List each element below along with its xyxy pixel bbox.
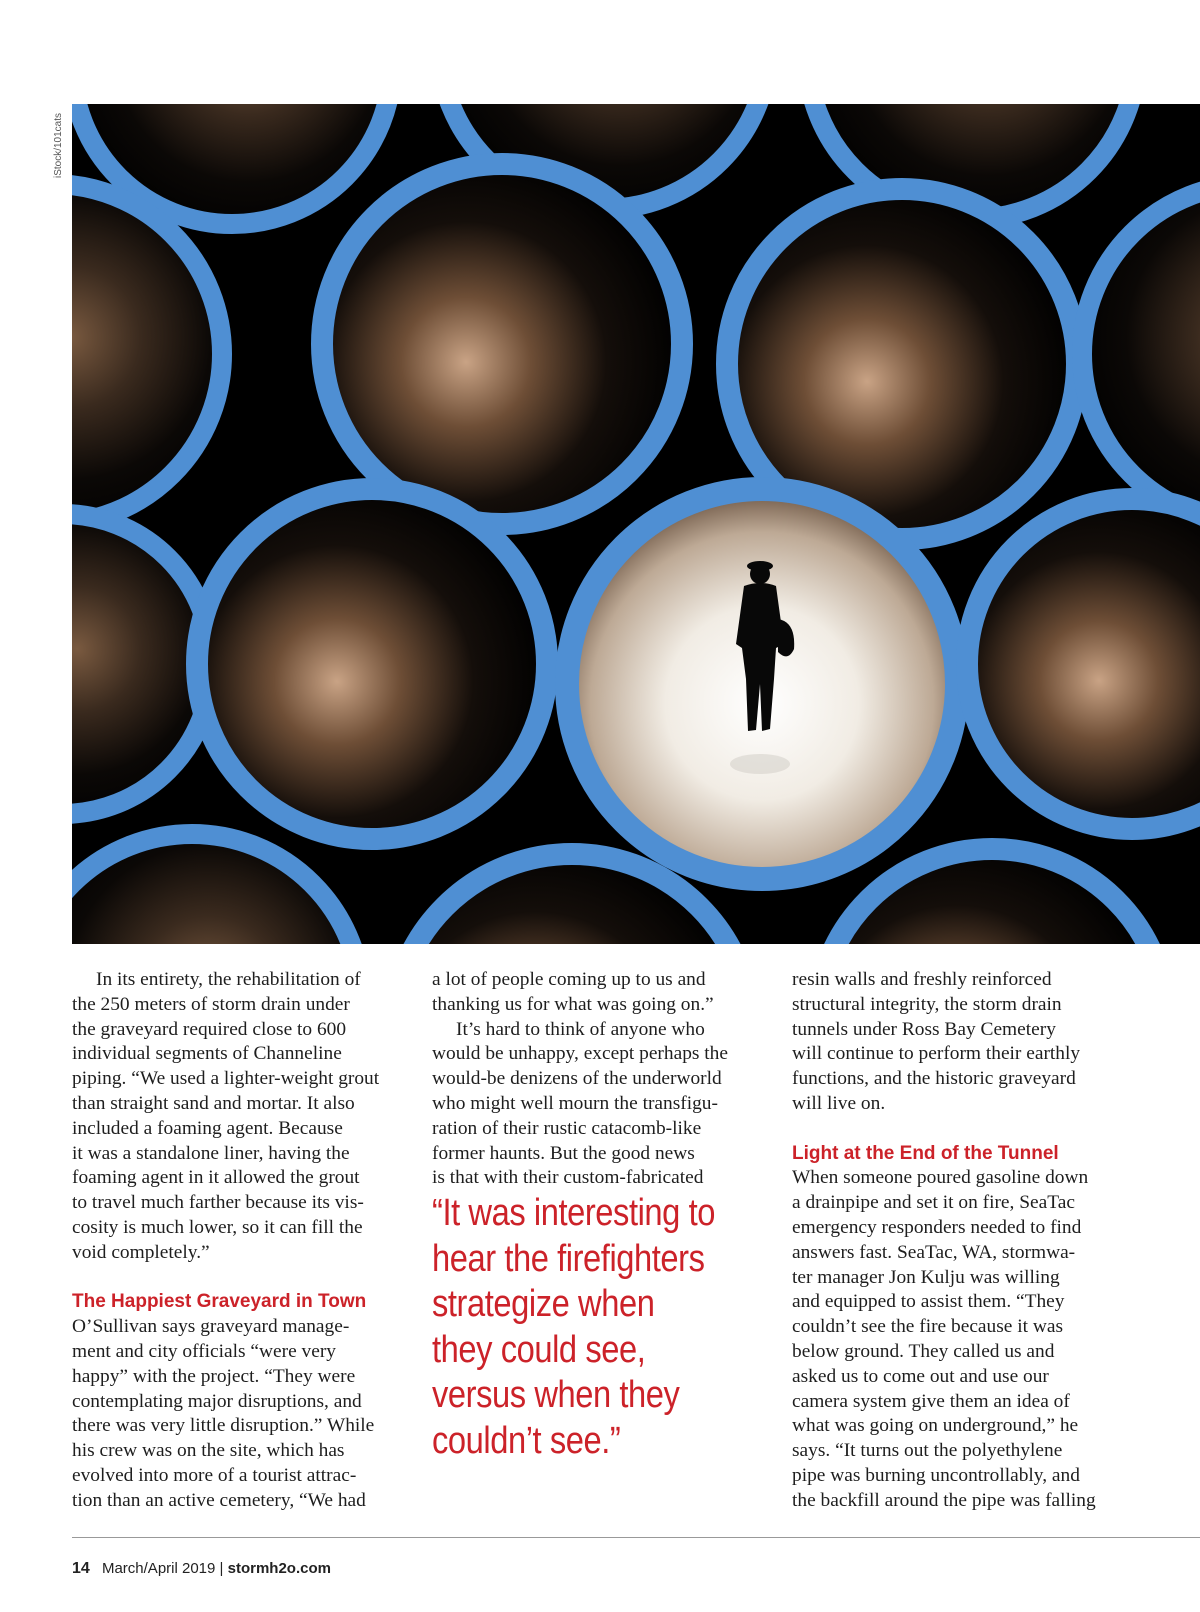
paragraph: When someone poured gasoline down a drainpipe and set it on fire, SeaTac emergency responders needed to find answers fast. SeaTac, WA, stormwa- ter manager Jon Kulju was willing and equipped to assist them. “They couldn’t see the fire because it was below ground. They called us and asked us to come out and use our camera system give them an idea of what was going on underground,” he says. “It turns out the polyethylene pipe was burning uncontrollably, and the backfill around the pipe was falling: [792, 1167, 1096, 1511]
issue-date: March/April 2019: [101, 1560, 216, 1577]
subheading: Light at the End of the Tunnel: [792, 1142, 1059, 1164]
article-column-1: [72, 968, 412, 1514]
paragraph: It’s hard to think of anyone who would be unhappy, except perhaps the would-be denizens of the underworld who might well mourn the transfigu- ration of their rustic catacomb-like former haunts. But the good news is that with their custom-fabricated: [432, 1018, 728, 1189]
page-footer: [72, 1560, 331, 1578]
photo-credit-text: iStock/101cats: [53, 112, 65, 178]
pull-quote: “It was interesting to hear the firefighters strategize when they could see, versus when they couldn’t see.”: [432, 1192, 715, 1462]
photo-credit: [51, 105, 67, 185]
footer-rule: [72, 1537, 1200, 1538]
pipes-illustration: [72, 104, 1200, 944]
paragraph: In its entirety, the rehabilitation of the 250 meters of storm drain under the graveyard required close to 600 individual segments of Channeline piping. “We used a lighter-weight grout than straight sand and mortar. It also included a foaming agent. Because it was a standalone liner, having the foaming agent in it allowed the grout to travel much farther because its vis- cosity is much lower, so it can fill the void completely.”: [72, 969, 380, 1263]
site-url: stormh2o.com: [227, 1560, 331, 1577]
hero-photo: [72, 104, 1200, 944]
paragraph: a lot of people coming up to us and thanking us for what was going on.”: [432, 969, 714, 1015]
footer-separator: |: [219, 1560, 224, 1577]
paragraph: O’Sullivan says graveyard manage- ment and city officials “were very happy” with the project. “They were contemplating major disruptions, and there was very little disruption.” While his crew was on the site, which has evolved into more of a tourist attrac- tion than an active cemetery, “We had: [72, 1316, 375, 1511]
subheading: The Happiest Graveyard in Town: [72, 1291, 367, 1313]
page-number: 14: [72, 1560, 90, 1577]
article-column-2: [432, 968, 772, 1464]
paragraph: resin walls and freshly reinforced structural integrity, the storm drain tunnels under Ross Bay Cemetery will continue to perform their earthly functions, and the historic graveyard will live on.: [792, 969, 1081, 1114]
article-column-3: [792, 968, 1137, 1514]
